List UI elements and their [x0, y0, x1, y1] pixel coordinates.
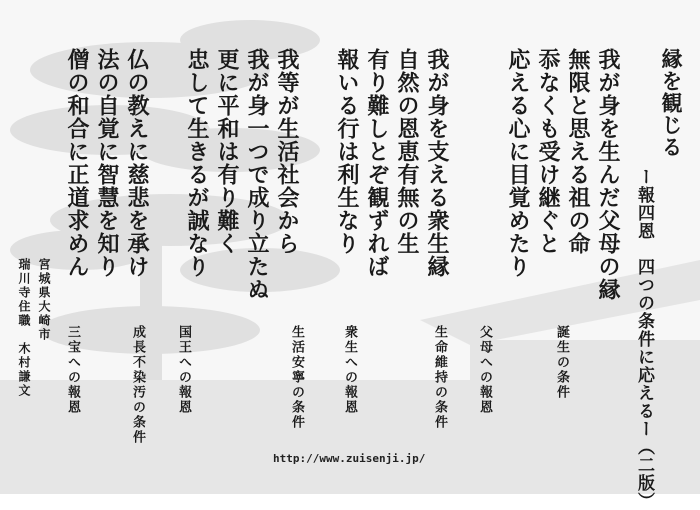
- poem-line-13: 仏の教えに慈悲を承け: [124, 48, 150, 278]
- poem-line-8: 報いる行は利生なり: [334, 48, 360, 255]
- poem-line-9: 我等が生活社会から: [274, 48, 300, 255]
- condition-note-4: 衆生への報恩: [342, 325, 357, 415]
- website-url[interactable]: http://www.zuisenji.jp/: [273, 452, 426, 465]
- condition-note-5: 生活安寧の条件: [289, 325, 304, 430]
- condition-note-2: 父母への報恩: [477, 325, 492, 415]
- condition-note-7: 成長不染汚の条件: [130, 325, 145, 445]
- document-title: 縁を観じる: [659, 48, 684, 158]
- poem-line-12: 忠して生きるが誠なり: [184, 48, 210, 278]
- author-location: 宮城県大崎市: [37, 258, 51, 342]
- poem-line-7: 有り難しとぞ観ずれば: [364, 48, 390, 278]
- poem-line-15: 僧の和合に正道求めん: [64, 48, 90, 278]
- poem-line-5: 我が身を支える衆生縁: [424, 48, 450, 278]
- poem-line-2: 無限と思える祖の命: [565, 48, 591, 255]
- poem-line-6: 自然の恩恵有無の生: [394, 48, 420, 255]
- condition-note-8: 三宝への報恩: [65, 325, 80, 415]
- poem-line-4: 応える心に目覚めたり: [505, 48, 531, 278]
- condition-note-6: 国王への報恩: [176, 325, 191, 415]
- poem-line-14: 法の自覚に智慧を知り: [94, 48, 120, 278]
- poem-line-3: 忝なくも受け継ぐと: [535, 48, 561, 255]
- condition-note-3: 生命維持の条件: [432, 325, 447, 430]
- document-subtitle: ー報四恩 四つの条件に応えるー（二版）: [634, 168, 654, 510]
- poem-line-11: 更に平和は有り難く: [214, 48, 240, 255]
- poem-line-1: 我が身を生んだ父母の縁: [595, 48, 621, 301]
- author-name: 瑞川寺住職 木村謙文: [17, 258, 31, 398]
- poem-line-10: 我が身一つで成り立たぬ: [244, 48, 270, 301]
- condition-note-1: 誕生の条件: [554, 325, 569, 400]
